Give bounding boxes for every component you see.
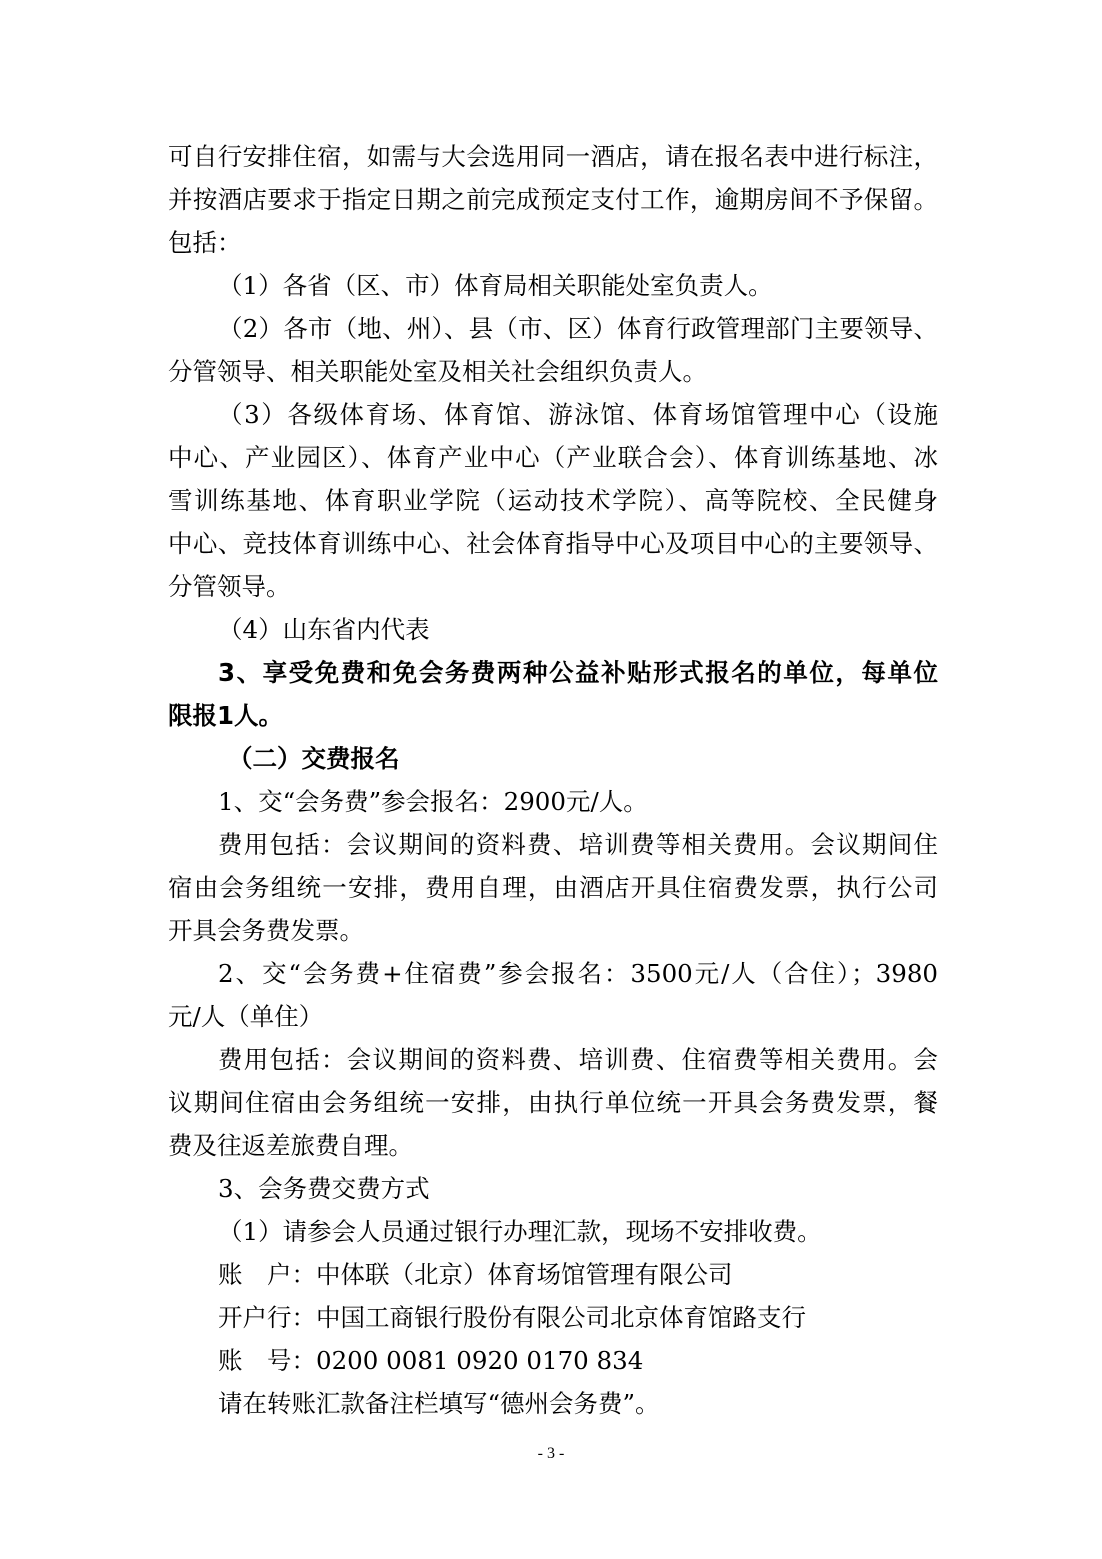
page-number: - 3 - bbox=[537, 1445, 565, 1462]
paragraph-line: 分管领导、相关职能处室及相关社会组织负责人。 bbox=[168, 357, 707, 386]
account-name-line: 账 户：中体联（北京）体育场馆管理有限公司 bbox=[218, 1260, 733, 1289]
paragraph-line: 并按酒店要求于指定日期之前完成预定支付工作，逾期房间不予保留。 bbox=[168, 185, 938, 214]
paragraph-line: 开具会务费发票。 bbox=[168, 916, 364, 945]
bold-heading-line: 限报1人。 bbox=[168, 701, 284, 730]
paragraph-line: 分管领导。 bbox=[168, 572, 291, 601]
paragraph-line: 2、交“会务费+住宿费”参会报名：3500元/人（合住）；3980 bbox=[218, 959, 938, 988]
bold-heading-line: 3、享受免费和免会务费两种公益补贴形式报名的单位，每单位 bbox=[218, 658, 938, 687]
bank-line: 开户行：中国工商银行股份有限公司北京体育馆路支行 bbox=[218, 1303, 806, 1332]
paragraph-line: 费用包括：会议期间的资料费、培训费、住宿费等相关费用。会 bbox=[218, 1045, 938, 1074]
list-item: （1）请参会人员通过银行办理汇款，现场不安排收费。 bbox=[218, 1217, 822, 1246]
account-number-line: 账 号：0200 0081 0920 0170 834 bbox=[218, 1346, 644, 1375]
paragraph-line: 费及往返差旅费自理。 bbox=[168, 1131, 413, 1160]
list-item: （4）山东省内代表 bbox=[218, 615, 430, 644]
paragraph-line: 3、会务费交费方式 bbox=[218, 1174, 430, 1203]
paragraph-line: 宿由会务组统一安排，费用自理，由酒店开具住宿费发票，执行公司 bbox=[168, 873, 938, 902]
paragraph-line: 中心、竞技体育训练中心、社会体育指导中心及项目中心的主要领导、 bbox=[168, 529, 938, 558]
paragraph-line: 费用包括：会议期间的资料费、培训费等相关费用。会议期间住 bbox=[218, 830, 938, 859]
paragraph-line: 1、交“会务费”参会报名：2900元/人。 bbox=[218, 787, 648, 816]
list-item: （3）各级体育场、体育馆、游泳馆、体育场馆管理中心（设施 bbox=[218, 400, 938, 429]
list-item: （1）各省（区、市）体育局相关职能处室负责人。 bbox=[218, 271, 773, 300]
paragraph-line: 议期间住宿由会务组统一安排，由执行单位统一开具会务费发票，餐 bbox=[168, 1088, 938, 1117]
paragraph-line: 包括： bbox=[168, 228, 242, 257]
remark-line: 请在转账汇款备注栏填写“德州会务费”。 bbox=[218, 1389, 660, 1418]
section-heading: （二）交费报名 bbox=[228, 744, 400, 773]
paragraph-line: 雪训练基地、体育职业学院（运动技术学院）、高等院校、全民健身 bbox=[168, 486, 938, 515]
paragraph-line: 元/人（单住） bbox=[168, 1002, 324, 1031]
paragraph-line: 中心、产业园区）、体育产业中心（产业联合会）、体育训练基地、冰 bbox=[168, 443, 938, 472]
paragraph-line: 可自行安排住宿，如需与大会选用同一酒店，请在报名表中进行标注， bbox=[168, 142, 938, 171]
list-item: （2）各市（地、州）、县（市、区）体育行政管理部门主要领导、 bbox=[218, 314, 938, 343]
